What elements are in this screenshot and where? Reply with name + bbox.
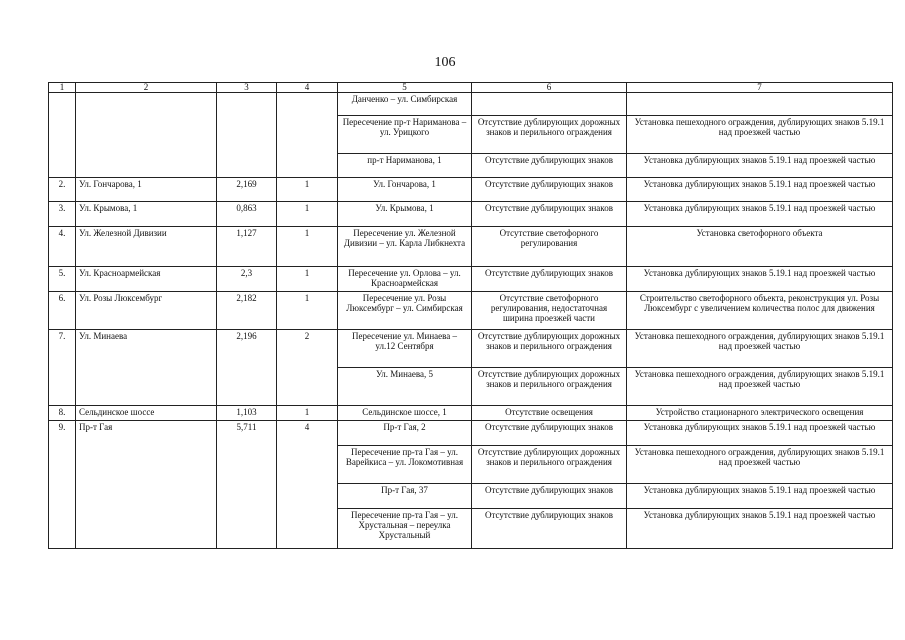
location-cell: Данченко – ул. Симбирская (338, 93, 472, 116)
length-value: 1,103 (217, 406, 277, 421)
col-header-3: 3 (217, 83, 277, 93)
col-header-5: 5 (338, 83, 472, 93)
problem-cell: Отсутствие дублирующих знаков (472, 421, 627, 446)
row-number: 2. (49, 178, 76, 202)
length-value: 0,863 (217, 202, 277, 227)
table-row (49, 227, 893, 267)
street-name: Ул. Крымова, 1 (76, 202, 217, 227)
location-cell: пр-т Нариманова, 1 (338, 154, 472, 178)
location-cell: Пересечение пр-та Гая – ул. Варейкиса – ул. Локомотивная (338, 446, 472, 484)
location-cell: Пересечение пр-т Нариманова – ул. Урицкого (338, 116, 472, 154)
col-header-4: 4 (277, 83, 338, 93)
location-cell: Пересечение ул. Минаева – ул.12 Сентября (338, 330, 472, 368)
row-number: 8. (49, 406, 76, 421)
length-value: 1,127 (217, 227, 277, 267)
row-number: 6. (49, 292, 76, 330)
measure-cell: Установка дублирующих знаков 5.19.1 над проезжей частью (627, 421, 893, 446)
problem-cell: Отсутствие дублирующих дорожных знаков и перильного ограждения (472, 116, 627, 154)
table-row (49, 267, 893, 292)
count-value: 4 (277, 421, 338, 549)
count-value (277, 93, 338, 178)
street-name: Ул. Гончарова, 1 (76, 178, 217, 202)
measure-cell: Установка светофорного объекта (627, 227, 893, 267)
table-row (49, 406, 893, 421)
measure-cell: Установка дублирующих знаков 5.19.1 над проезжей частью (627, 509, 893, 549)
road-safety-table (48, 82, 893, 549)
location-cell: Пересечение ул. Железной Дивизии – ул. Карла Либкнехта (338, 227, 472, 267)
problem-cell: Отсутствие дублирующих знаков (472, 178, 627, 202)
street-name: Ул. Минаева (76, 330, 217, 406)
count-value: 1 (277, 292, 338, 330)
count-value: 2 (277, 330, 338, 406)
measure-cell: Установка дублирующих знаков 5.19.1 над проезжей частью (627, 484, 893, 509)
location-cell: Пр-т Гая, 37 (338, 484, 472, 509)
header-row (49, 83, 893, 93)
street-name: Пр-т Гая (76, 421, 217, 549)
table-row (49, 421, 893, 446)
problem-cell (472, 93, 627, 116)
count-value: 1 (277, 227, 338, 267)
measure-cell (627, 93, 893, 116)
table-row (49, 178, 893, 202)
count-value: 1 (277, 406, 338, 421)
measure-cell: Установка пешеходного ограждения, дублирующих знаков 5.19.1 над проезжей частью (627, 116, 893, 154)
measure-cell: Установка дублирующих знаков 5.19.1 над проезжей частью (627, 267, 893, 292)
count-value: 1 (277, 267, 338, 292)
length-value: 2,3 (217, 267, 277, 292)
row-number: 3. (49, 202, 76, 227)
length-value: 2,169 (217, 178, 277, 202)
location-cell: Пересечение ул. Розы Люксембург – ул. Симбирская (338, 292, 472, 330)
row-number (49, 93, 76, 178)
problem-cell: Отсутствие дублирующих знаков (472, 267, 627, 292)
page-number: 106 (434, 55, 456, 70)
count-value: 1 (277, 202, 338, 227)
measure-cell: Установка дублирующих знаков 5.19.1 над проезжей частью (627, 202, 893, 227)
row-number: 5. (49, 267, 76, 292)
col-header-1: 1 (49, 83, 76, 93)
location-cell: Ул. Гончарова, 1 (338, 178, 472, 202)
col-header-6: 6 (472, 83, 627, 93)
table-row (49, 93, 893, 116)
problem-cell: Отсутствие светофорного регулирования (472, 227, 627, 267)
count-value: 1 (277, 178, 338, 202)
measure-cell: Устройство стационарного электрического освещения (627, 406, 893, 421)
problem-cell: Отсутствие дублирующих дорожных знаков и перильного ограждения (472, 368, 627, 406)
row-number: 9. (49, 421, 76, 549)
length-value: 2,196 (217, 330, 277, 406)
street-name (76, 93, 217, 178)
col-header-2: 2 (76, 83, 217, 93)
problem-cell: Отсутствие дублирующих знаков (472, 509, 627, 549)
measure-cell: Установка пешеходного ограждения, дублирующих знаков 5.19.1 над проезжей частью (627, 330, 893, 368)
col-header-7: 7 (627, 83, 893, 93)
location-cell: Пересечение ул. Орлова – ул. Красноармейская (338, 267, 472, 292)
problem-cell: Отсутствие дублирующих дорожных знаков и перильного ограждения (472, 446, 627, 484)
location-cell: Ул. Крымова, 1 (338, 202, 472, 227)
problem-cell: Отсутствие дублирующих знаков (472, 154, 627, 178)
row-number: 4. (49, 227, 76, 267)
length-value (217, 93, 277, 178)
measure-cell: Строительство светофорного объекта, реконструкция ул. Розы Люксембург с увеличением количества полос для движения (627, 292, 893, 330)
location-cell: Пересечение пр-та Гая – ул. Хрустальная – переулка Хрустальный (338, 509, 472, 549)
problem-cell: Отсутствие дублирующих знаков (472, 484, 627, 509)
table-row (49, 330, 893, 368)
measure-cell: Установка пешеходного ограждения, дублирующих знаков 5.19.1 над проезжей частью (627, 368, 893, 406)
problem-cell: Отсутствие светофорного регулирования, недостаточная ширина проезжей части (472, 292, 627, 330)
table-row (49, 292, 893, 330)
row-number: 7. (49, 330, 76, 406)
length-value: 2,182 (217, 292, 277, 330)
length-value: 5,711 (217, 421, 277, 549)
measure-cell: Установка дублирующих знаков 5.19.1 над проезжей частью (627, 154, 893, 178)
problem-cell: Отсутствие дублирующих знаков (472, 202, 627, 227)
table-row (49, 202, 893, 227)
street-name: Сельдинское шоссе (76, 406, 217, 421)
problem-cell: Отсутствие дублирующих дорожных знаков и перильного ограждения (472, 330, 627, 368)
location-cell: Пр-т Гая, 2 (338, 421, 472, 446)
street-name: Ул. Розы Люксембург (76, 292, 217, 330)
street-name: Ул. Красноармейская (76, 267, 217, 292)
street-name: Ул. Железной Дивизии (76, 227, 217, 267)
measure-cell: Установка пешеходного ограждения, дублирующих знаков 5.19.1 над проезжей частью (627, 446, 893, 484)
problem-cell: Отсутствие освещения (472, 406, 627, 421)
location-cell: Сельдинское шоссе, 1 (338, 406, 472, 421)
location-cell: Ул. Минаева, 5 (338, 368, 472, 406)
measure-cell: Установка дублирующих знаков 5.19.1 над проезжей частью (627, 178, 893, 202)
